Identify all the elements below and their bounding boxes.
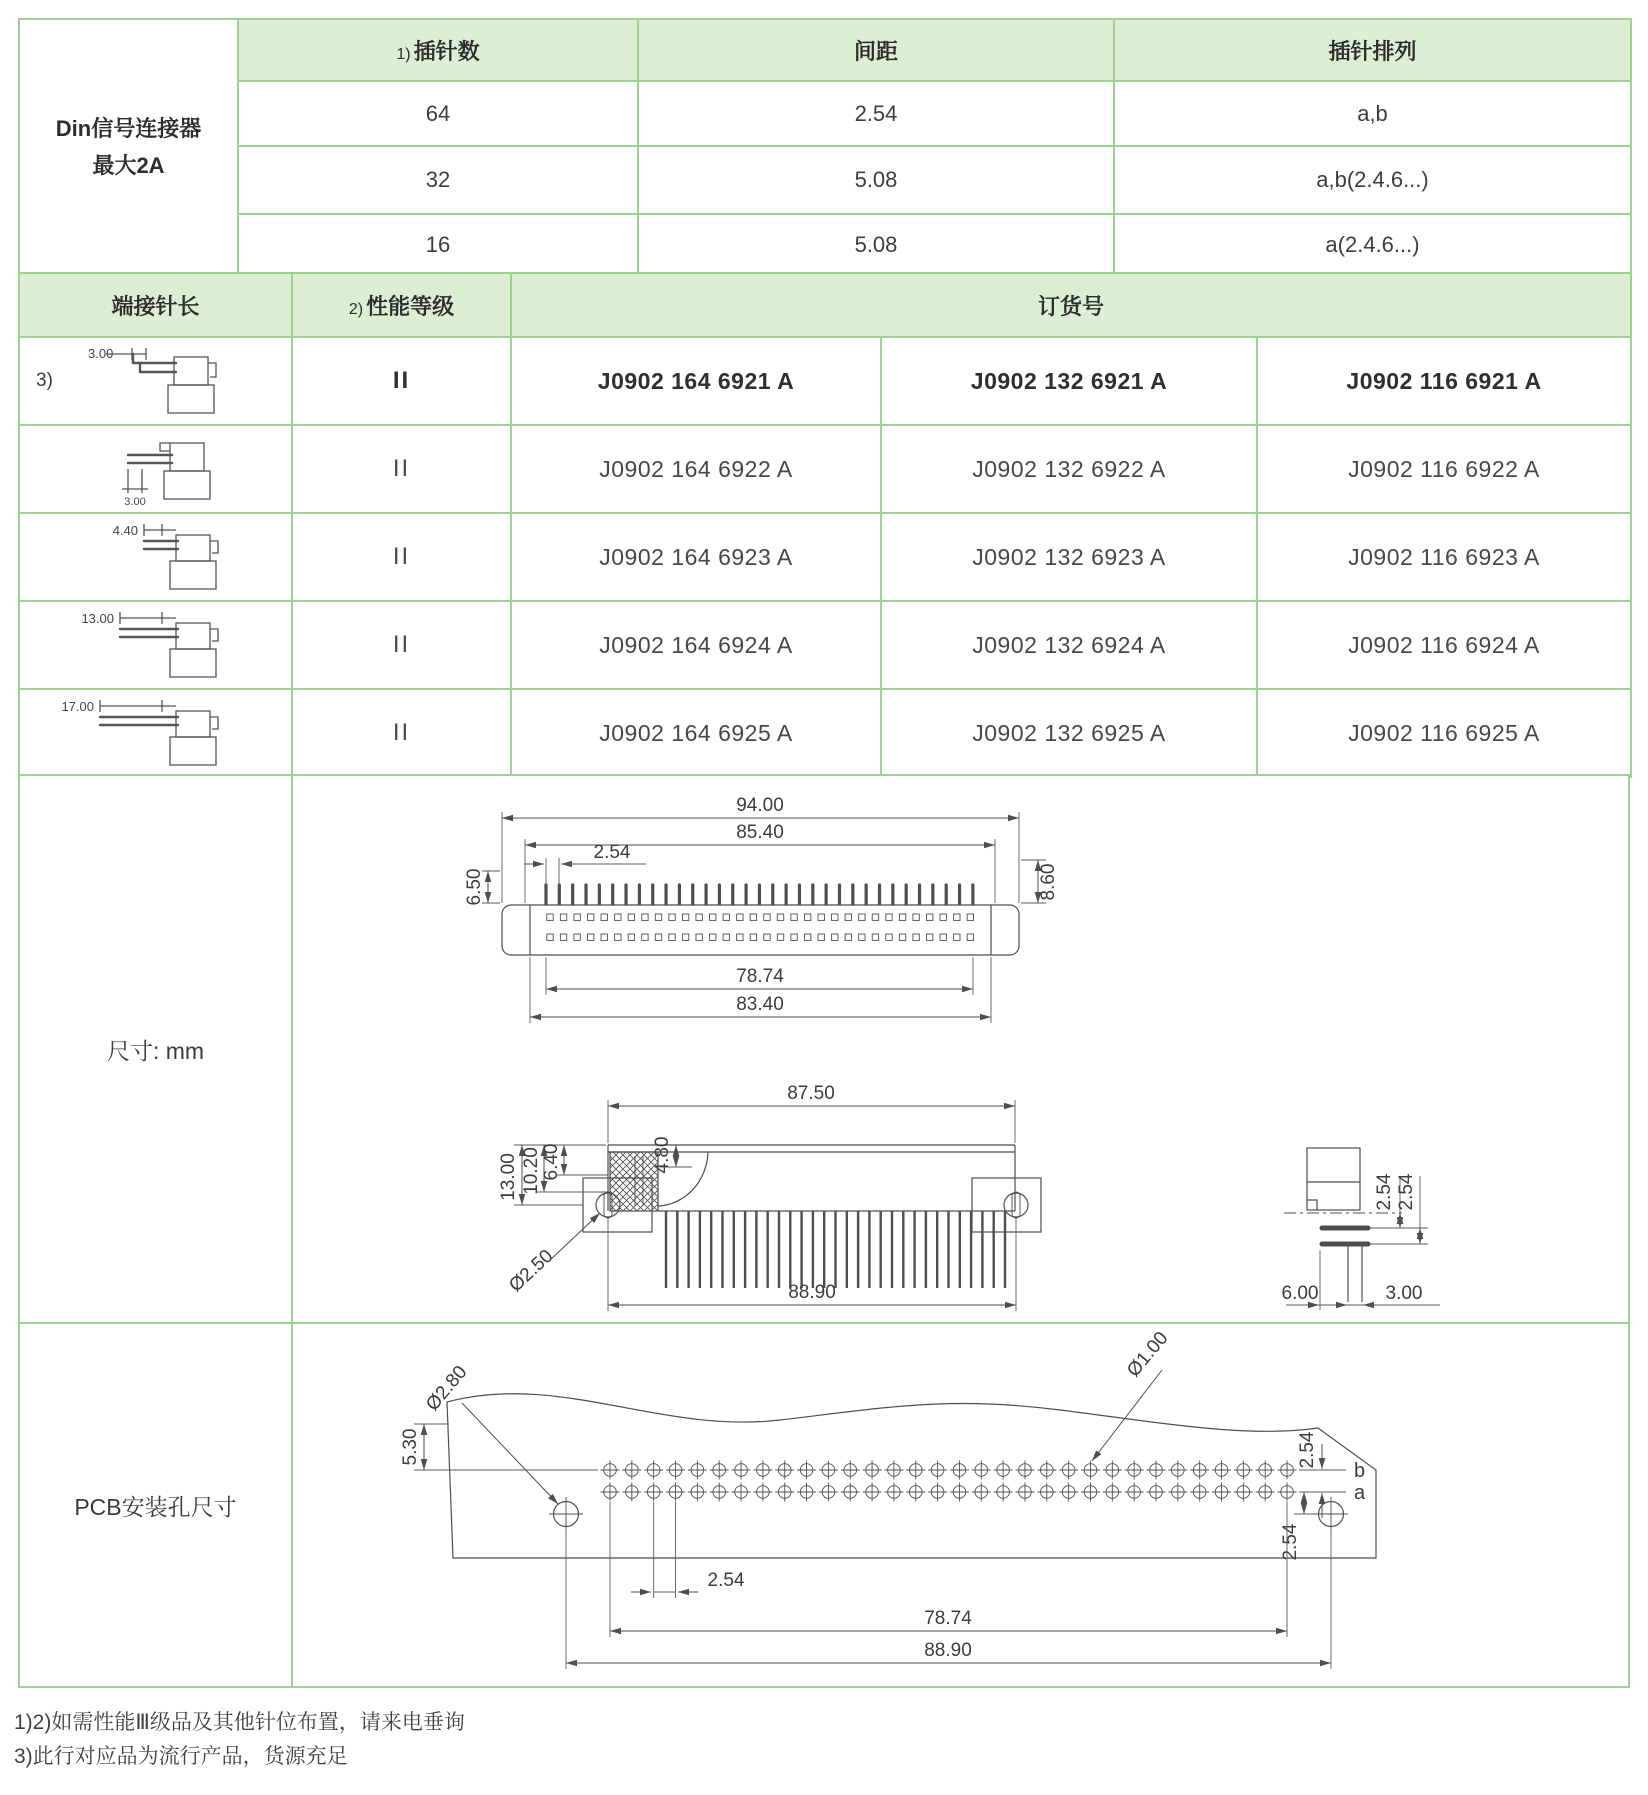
order-number: J0902 116 6924 A [1257,601,1631,689]
order-number: J0902 164 6922 A [511,425,881,513]
contact-square [913,934,919,940]
connector-sketch-left [36,517,276,597]
contact-square [764,914,770,920]
spec-row [19,146,1631,214]
footnote-ref-2: 2) [348,300,364,318]
contact-square [832,934,838,940]
dim-h2: 10.20 [521,1147,542,1195]
contact-square [547,914,553,920]
sketch-dim-label: 3.00 [123,496,146,508]
contact-square [899,934,905,940]
contact-square [655,934,661,940]
contact-square [615,934,621,940]
contact-square [560,934,566,940]
order-row-6925 [19,689,1631,777]
arrangement-value: a(2.4.6...) [1114,214,1631,275]
contact-square [669,914,675,920]
order-table [18,272,1632,778]
connector-side-view [1282,1148,1440,1310]
footnote-ref-3: 3) [36,370,53,391]
header-pin-count: 1) 插针数 [238,19,638,81]
header-pin-length: 端接针长 [19,273,292,337]
order-row-6924 [19,601,1631,689]
connector-sketch-left [36,693,276,773]
arrangement-value: a,b(2.4.6...) [1114,146,1631,214]
dim-height-right: 8.60 [1038,863,1059,901]
contact-square [750,914,756,920]
pin-length-sketch-cell [19,337,292,425]
header-arrangement: 插针排列 [1114,19,1631,81]
product-line2: 最大2A [92,153,165,178]
footnote-2: 3)此行对应品为流行产品，货源充足 [14,1745,348,1768]
order-number: J0902 116 6923 A [1257,513,1631,601]
sketch-dim-label: 3.00 [87,346,113,361]
contact-square [737,934,743,940]
contact-square [696,914,702,920]
order-number: J0902 116 6925 A [1257,689,1631,777]
grade-value: II [292,689,511,777]
dim-d1: 6.00 [1281,1283,1319,1304]
pitch-value: 5.08 [638,214,1114,275]
dim-tab: 4.80 [652,1136,673,1174]
contact-square [886,934,892,940]
contact-square [723,914,729,920]
contact-square [682,934,688,940]
order-number: J0902 132 6921 A [881,337,1257,425]
product-name-cell [19,19,238,275]
order-row-6922 [19,425,1631,513]
pcb-mount-holes [549,1497,1348,1531]
contact-square [859,914,865,920]
header-order-number: 订货号 [511,273,1631,337]
dim-screw-hole: Ø2.50 [505,1245,558,1297]
dim-hole-small: Ø1.00 [1123,1327,1173,1382]
order-number: J0902 132 6922 A [881,425,1257,513]
contact-square [804,914,810,920]
contact-square [615,914,621,920]
contact-square [818,914,824,920]
order-header-row [19,273,1631,337]
pcb-board-outline [447,1394,1376,1561]
spec-row [19,81,1631,146]
dim-span: 88.90 [788,1282,836,1303]
dim-edge: 5.30 [400,1428,421,1466]
pin-count-value: 64 [238,81,638,146]
order-number: J0902 164 6923 A [511,513,881,601]
contact-square [791,914,797,920]
pitch-value: 5.08 [638,146,1114,214]
row-label-b: b [1354,1460,1366,1482]
contact-square [737,914,743,920]
contact-square [723,934,729,940]
contact-square [628,934,634,940]
pcb-pin-holes [601,1461,1297,1502]
order-number: J0902 132 6925 A [881,689,1257,777]
contact-square [845,914,851,920]
contact-square [601,934,607,940]
connector-sketch-up [36,341,276,421]
contact-square [628,914,634,920]
spec-header-row [19,19,1631,81]
order-number: J0902 116 6922 A [1257,425,1631,513]
dim-d2: 3.00 [1385,1283,1423,1304]
order-number: J0902 132 6923 A [881,513,1257,601]
front-view-pins [666,1211,1005,1288]
dim-hole-span: 88.90 [924,1640,972,1661]
dim-row-gap: 2.54 [1297,1431,1318,1469]
contact-square [967,914,973,920]
dim-overall: 94.00 [736,795,784,816]
top-view-pins [546,885,973,904]
header-grade: 2) 性能等级 [292,273,511,337]
contact-square [926,934,932,940]
dim-p2: 2.54 [1396,1173,1417,1211]
pcb-label: PCB安装孔尺寸 [20,1324,293,1686]
contact-square [696,934,702,940]
contact-square [587,934,593,940]
pin-length-sketch-cell [19,425,292,513]
contact-square [913,914,919,920]
contact-square [967,934,973,940]
contact-square [818,934,824,940]
contact-square [940,914,946,920]
contact-square [560,914,566,920]
order-number: J0902 164 6924 A [511,601,881,689]
dim-pitch: 2.54 [593,842,631,863]
contact-square [777,914,783,920]
grade-value: II [292,337,511,425]
contact-square [642,914,648,920]
grade-value: II [292,601,511,689]
dimensions-label: 尺寸: mm [20,776,293,1322]
dim-height-left: 6.50 [464,868,485,906]
contact-square [804,934,810,940]
pin-count-value: 16 [238,214,638,275]
dim-hole-offset: 2.54 [1280,1523,1301,1561]
dimension-drawings [293,776,1628,1322]
contact-square [642,934,648,940]
contact-square [872,914,878,920]
footnote-ref-1: 1) [396,45,411,63]
contact-square [954,934,960,940]
order-row-6923 [19,513,1631,601]
connector-top-view [464,795,1059,1023]
contact-square [669,934,675,940]
top-view-contacts [547,914,974,940]
contact-square [764,934,770,940]
dim-body: 83.40 [736,994,784,1015]
hatched-block [610,1152,658,1211]
dim-pin-span: 78.74 [736,966,784,987]
contact-square [899,914,905,920]
connector-front-view [498,1083,1041,1311]
dim-hole-big: Ø2.80 [422,1361,472,1416]
spec-row [19,214,1631,275]
arrangement-value: a,b [1114,81,1631,146]
dim-pin-span: 78.74 [924,1608,972,1629]
grade-value: II [292,513,511,601]
contact-square [574,914,580,920]
contact-square [832,914,838,920]
footnote-1: 1)2)如需性能Ⅲ级品及其他针位布置，请来电垂询 [14,1711,465,1734]
dim-h3: 6.40 [541,1143,562,1181]
order-row-6921 [19,337,1631,425]
contact-square [926,914,932,920]
row-label-a: a [1354,1482,1366,1504]
product-line1: Din信号连接器 [55,115,202,141]
connector-sketch-left [36,605,276,685]
pin-count-value: 32 [238,146,638,214]
contact-square [940,934,946,940]
contact-square [954,914,960,920]
contact-square [587,914,593,920]
contact-square [710,914,716,920]
dim-flange: 85.40 [736,822,784,843]
dim-p1: 2.54 [1374,1173,1395,1211]
sketch-dim-label: 4.40 [112,523,138,538]
spec-table [18,18,1632,276]
grade-value: II [292,425,511,513]
contact-square [859,934,865,940]
pin-length-sketch-cell [19,601,292,689]
contact-square [547,934,553,940]
dim-width: 87.50 [787,1083,835,1104]
contact-square [791,934,797,940]
contact-square [886,914,892,920]
sketch-dim-label: 13.00 [80,611,114,626]
order-number: J0902 132 6924 A [881,601,1257,689]
contact-square [845,934,851,940]
order-number: J0902 164 6921 A [511,337,881,425]
screw-right [1004,1193,1028,1217]
connector-sketch-down [36,429,276,509]
order-number: J0902 164 6925 A [511,689,881,777]
dim-pitch: 2.54 [707,1570,745,1591]
order-number: J0902 116 6921 A [1257,337,1631,425]
pcb-drawing [293,1324,1628,1686]
pin-length-sketch-cell [19,513,292,601]
sketch-dim-label: 17.00 [60,699,94,714]
contact-square [682,914,688,920]
pin-length-sketch-cell [19,689,292,777]
dim-h1: 13.00 [498,1153,519,1201]
contact-square [710,934,716,940]
contact-square [777,934,783,940]
pitch-value: 2.54 [638,81,1114,146]
header-pitch: 间距 [638,19,1114,81]
contact-square [872,934,878,940]
contact-square [750,934,756,940]
contact-square [574,934,580,940]
contact-square [655,914,661,920]
contact-square [601,914,607,920]
